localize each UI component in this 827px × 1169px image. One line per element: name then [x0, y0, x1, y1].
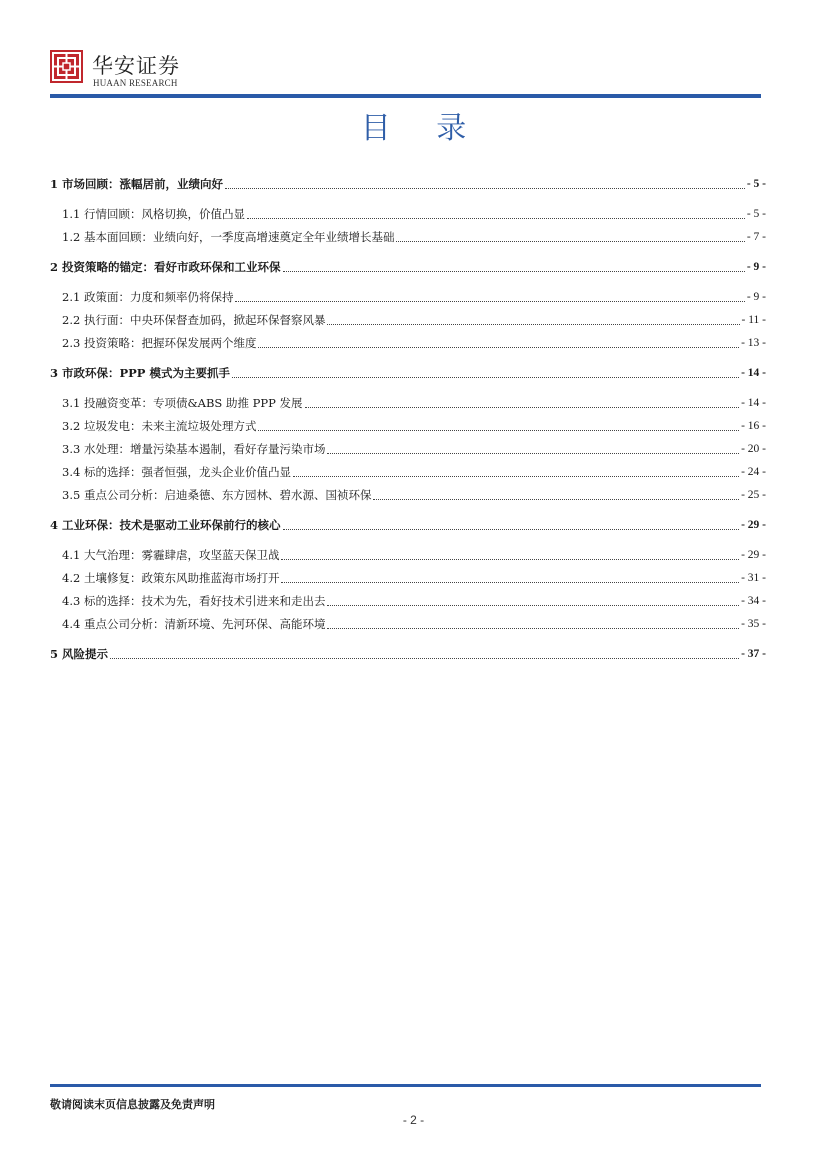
- toc-entry[interactable]: [50, 591, 766, 611]
- toc-entry-label: 2 投资策略的锚定：看好市政环保和工业环保: [50, 260, 281, 274]
- toc-entry-label: 3.5 重点公司分析：启迪桑德、东方园林、碧水源、国祯环保: [62, 488, 372, 502]
- toc-entry[interactable]: [50, 614, 766, 634]
- toc-entry[interactable]: [50, 439, 766, 459]
- toc-entry[interactable]: [50, 393, 766, 413]
- toc-entry[interactable]: [50, 416, 766, 436]
- toc-leader-dots: [110, 658, 739, 659]
- brand-name-en: HUAAN RESEARCH: [93, 78, 178, 88]
- footer-divider: [50, 1084, 761, 1087]
- page-number: - 2 -: [402, 1113, 425, 1127]
- toc-entry-page: - 11 -: [741, 314, 766, 326]
- toc-entry[interactable]: [50, 333, 766, 353]
- toc-entry-page: - 9 -: [746, 291, 766, 303]
- toc-entry-page: - 5 -: [746, 178, 766, 190]
- toc-entry[interactable]: [50, 485, 766, 505]
- toc-leader-dots: [235, 301, 744, 302]
- toc-entry-page: - 14 -: [741, 397, 766, 409]
- toc-entry-label: 3 市政环保：PPP 模式为主要抓手: [50, 366, 230, 380]
- toc-entry-label: 3.3 水处理：增量污染基本遏制，看好存量污染市场: [62, 442, 326, 456]
- toc-entry[interactable]: [50, 204, 766, 224]
- toc-leader-dots: [293, 476, 739, 477]
- toc-leader-dots: [396, 241, 744, 242]
- toc-entry-label: 4.2 土壤修复：政策东风助推蓝海市场打开: [62, 571, 280, 585]
- toc-leader-dots: [327, 628, 739, 629]
- toc-leader-dots: [258, 347, 739, 348]
- toc-entry-page: - 16 -: [741, 420, 766, 432]
- toc-entry[interactable]: [50, 174, 766, 194]
- toc-entry-label: 1 市场回顾：涨幅居前，业绩向好: [50, 177, 224, 191]
- toc-leader-dots: [281, 559, 739, 560]
- toc-entry[interactable]: [50, 287, 766, 307]
- toc-entry-page: - 29 -: [741, 549, 766, 561]
- toc-entry-page: - 34 -: [741, 595, 766, 607]
- toc-leader-dots: [247, 218, 745, 219]
- toc-entry-label: 3.4 标的选择：强者恒强，龙头企业价值凸显: [62, 465, 291, 479]
- toc-entry-page: - 35 -: [741, 618, 766, 630]
- toc-leader-dots: [225, 188, 745, 189]
- toc-entry-label: 3.2 垃圾发电：未来主流垃圾处理方式: [62, 419, 257, 433]
- toc-entry-label: 2.1 政策面：力度和频率仍将保持: [62, 290, 234, 304]
- toc-leader-dots: [281, 582, 739, 583]
- toc-entry-label: 4.1 大气治理：雾霾肆虐，攻坚蓝天保卫战: [62, 548, 280, 562]
- toc-entry[interactable]: [50, 644, 766, 664]
- toc-entry-page: - 7 -: [746, 231, 766, 243]
- toc-entry-label: 1.2 基本面回顾：业绩向好，一季度高增速奠定全年业绩增长基础: [62, 230, 395, 244]
- toc-entry-label: 2.3 投资策略：把握环保发展两个维度: [62, 336, 257, 350]
- toc-entry[interactable]: [50, 310, 766, 330]
- disclaimer-note: 敬请阅读末页信息披露及免责声明: [50, 1098, 215, 1111]
- toc-leader-dots: [283, 529, 740, 530]
- toc-entry[interactable]: [50, 462, 766, 482]
- toc-entry-page: - 37 -: [741, 648, 766, 660]
- toc-entry-page: - 20 -: [741, 443, 766, 455]
- toc-entry-page: - 14 -: [741, 367, 766, 379]
- toc-entry[interactable]: [50, 363, 766, 383]
- toc-leader-dots: [258, 430, 739, 431]
- toc-leader-dots: [373, 499, 739, 500]
- toc-entry[interactable]: [50, 545, 766, 565]
- toc-leader-dots: [327, 605, 739, 606]
- toc-entry-label: 5 风险提示: [50, 647, 109, 661]
- toc-entry-page: - 24 -: [741, 466, 766, 478]
- brand-name-cn: 华安证券: [92, 54, 180, 78]
- toc-entry[interactable]: [50, 515, 766, 535]
- toc-entry-page: - 5 -: [746, 208, 766, 220]
- toc-entry-label: 3.1 投融资变革：专项债&ABS 助推 PPP 发展: [62, 396, 303, 410]
- toc-entry-label: 2.2 执行面：中央环保督查加码，掀起环保督察风暴: [62, 313, 326, 327]
- toc-entry-page: - 31 -: [741, 572, 766, 584]
- toc-entry-label: 1.1 行情回顾：风格切换，价值凸显: [62, 207, 245, 221]
- toc-entry[interactable]: [50, 257, 766, 277]
- toc-entry-page: - 25 -: [741, 489, 766, 501]
- toc-entry[interactable]: [50, 568, 766, 588]
- huaan-seal-icon: [50, 50, 83, 83]
- toc-entry-page: - 9 -: [746, 261, 766, 273]
- toc-entry-label: 4.3 标的选择：技术为先，看好技术引进来和走出去: [62, 594, 326, 608]
- toc-leader-dots: [327, 453, 739, 454]
- header-divider: [50, 94, 761, 98]
- toc-entry-label: 4 工业环保：技术是驱动工业环保前行的核心: [50, 518, 281, 532]
- toc-leader-dots: [305, 407, 740, 408]
- toc-entry-page: - 13 -: [741, 337, 766, 349]
- toc-leader-dots: [327, 324, 739, 325]
- toc-title: 目 录: [360, 111, 485, 146]
- toc-entry-label: 4.4 重点公司分析：清新环境、先河环保、高能环境: [62, 617, 326, 631]
- toc-entry[interactable]: [50, 227, 766, 247]
- toc-leader-dots: [232, 377, 739, 378]
- toc-entry-page: - 29 -: [741, 519, 766, 531]
- toc-leader-dots: [283, 271, 745, 272]
